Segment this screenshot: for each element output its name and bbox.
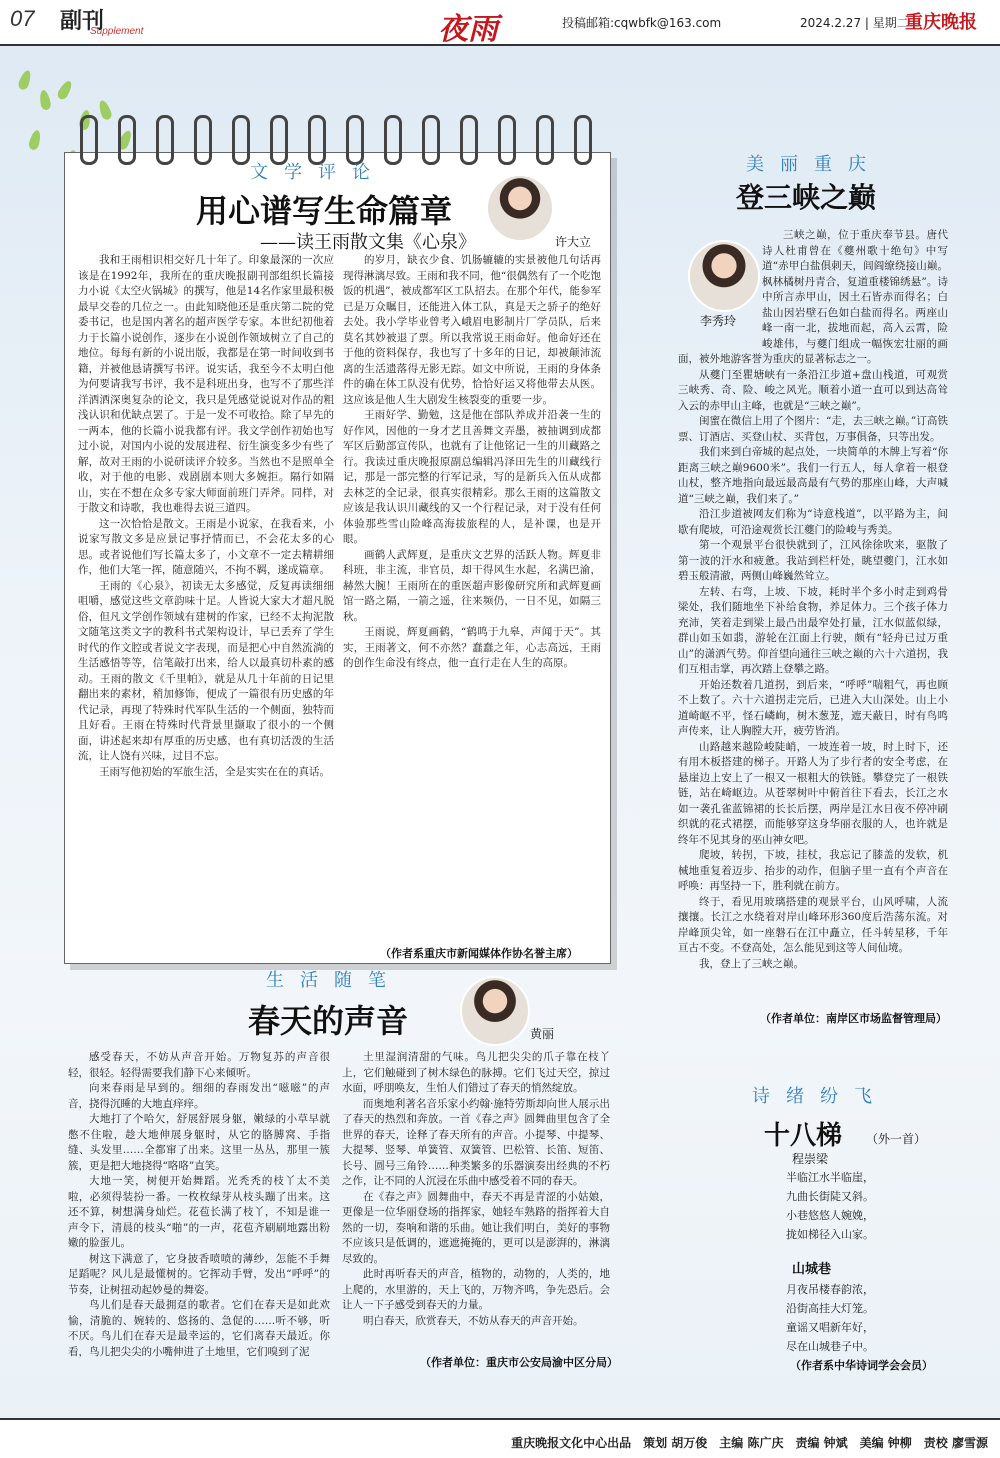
poem2-title: 山城巷 [792,1262,832,1277]
poem-line: 月夜吊楼春韵浓， [786,1283,874,1296]
poem2-body [720,1280,940,1356]
paragraph: 鸟儿们是春天最拥趸的歌者。它们在春天是如此欢愉，清脆的、婉转的、悠扬的、急促的……听不够，听不厌。鸟儿们在春天是最幸运的，它们离春天最近。你看，鸟儿把尖尖的小嘴伸进了土地里，它们嗅到了泥 [68,1299,330,1358]
paragraph: 我和王雨相识相交好几十年了。印象最深的一次应该是在1992年，我所在的重庆晚报副刊部组织长篇接力小说《太空火锅城》的撰写，他是14名作家里最积极最早交卷的几位之一。由此知晓他还是重庆第二院的党委书记，也是国内著名的超声医学专家。本世纪初他着力于长篇小说创作，逐步在小说创作领域树立了自己的地位。每每有新的小说出版，我都是在第一时间收到书籍，并被他恳请撰写书评。说实话，我至今不太明白他为何要请我写书评，我不是科班出身，也写不了那些洋洋洒洒深奥复杂的论文，我只是凭感觉说说对作品的粗浅认识和优缺点罢了。于是一发不可收拾。除了早先的一两本，他的长篇小说我都有评。我文学创作初始也写过小说，对国内小说的发展进程、衍生演变多少有些了解，故对王雨的小说研读评介较多。当然也不是照单全收，对于他的电影、戏剧剧本则大多婉拒。隔行如隔山，实在不想在众多专家大师面前班门弄斧。同样，对于散文和诗歌，我也难得去说三道四。 [78,254,334,514]
author-name: 黄丽 [530,1027,555,1041]
photo-wrap-space [678,228,762,338]
paragraph: 而奥地利著名音乐家小约翰·施特劳斯却向世人展示出了春天的热烈和奔放。一首《春之声》圆舞曲里包含了全世界的春天，诠释了春天所有的声音。小提琴、中提琴、大提琴、竖琴、单簧管、双簧管、巴松管、长笛、短笛、长号、圆号三角铃……种类繁多的乐器演奏出经典的不朽之作，让不同的人沉浸在乐曲中感受着不同的春天。 [342,1097,610,1187]
paragraph: 第一个观景平台很快就到了，江风徐徐吹来，驱散了第一波的汗水和疲惫。我站到栏杆处，眺望夔门，江水如碧玉般清澈，两侧山峰巍然耸立。 [678,539,948,582]
newspaper-brand: 重庆晚报 [905,12,977,33]
author-note: （作者单位：南岸区市场监督管理局） [760,1012,947,1025]
poem-line: 尽在山城巷子中。 [786,1340,874,1353]
article-body-col1 [78,253,334,943]
paragraph: 向来春雨是早到的。细细的春雨发出“嗞嗞”的声音，挠得沉睡的大地直痒痒。 [68,1082,330,1110]
paragraph: 的岁月，缺衣少食、饥肠辘辘的实景被他几句话再现得淋漓尽致。王雨和我不同，他“很偶然有了一个吃饱饭的机遇”，被成都军区工队招去。在那个年代，能参军已是万众瞩目，还能进入体工队，真是天之骄子的绝好去处。我小学毕业曾考入峨眉电影制片厂学员队，后来莫名其妙被退了票。所以我常说王雨命好。他命好还在于他的资料保存，我也写了十多年的日记，却被颠沛流离的生活遗落得无影无踪。如文中所说，王雨的身体条件的确在体工队没有优势，恰恰好运又将他带去从医。这应该是他人生大剧发生核裂变的重要一步。 [343,254,601,406]
footer-rule [0,1418,1000,1420]
paragraph: 大地一笑，树便开始舞蹈。光秃秃的枝丫太不美啦，必须得装扮一番。一枚枚绿芽从枝头蹦了出来。这还不算，树想满身灿烂。花苞长满了枝丫，不知是谁一声令下，清晨的枝头“啪”的一声，花苞齐刷刷地露出粉嫩的脸蛋儿。 [68,1175,330,1249]
article-body-col2 [343,253,601,913]
page-footer [0,1428,1000,1458]
paragraph: 王雨说，辉夏画鹤，“鹤鸣于九皋，声闻于天”。其实，王雨著文，何不亦然？蠢蠢之年，心志高远，王雨的创作生命没有终点，他一直行走在人生的高原。 [343,626,601,669]
poem-line: 九曲长街陡又斜。 [786,1190,874,1203]
poem-title-suffix: （外一首） [866,1132,927,1146]
paragraph: 在《春之声》圆舞曲中，春天不再是青涩的小姑娘，更像是一位华丽登场的指挥家，她轻车熟路的指挥着大自然的一切，奏响和谐的乐曲。她让我们明白，美好的事物不应该只是低调的，遮遮掩掩的，更可以是澎湃的，淋漓尽致的。 [342,1190,610,1265]
paragraph: 感受春天，不妨从声音开始。万物复苏的声音很轻，很轻。轻得需要我们静下心来倾听。 [68,1051,330,1079]
article-title: 登三峡之巅 [736,181,877,214]
paragraph: 左转、右弯，上坡、下坡，耗时半个多小时走到鸡骨梁处，我们随地坐下补给食物，养足体力。三个孩子体力充沛，笑着走到梁上最凸出最窄处打量，江水似蓝似绿，群山如玉如翡，游轮在江面上行驶，颇有“轻舟已过万重山”的潇洒气势。仰首望向通往三峡之巅的六十六道拐，我们互相击掌，再次踏上登攀之路。 [678,585,948,675]
poem-line: 童谣又唱新年好， [786,1321,874,1334]
paragraph: 爬坡，转拐，下坡，挂杖，我忘记了膝盖的发软，机械地重复着迈步、抬步的动作，但脑子里一直有个声音在呼唤：再坚持一下，胜利就在前方。 [678,849,948,892]
author-note: （作者系中华诗词学会会员） [790,1359,933,1372]
paragraph: 从夔门至瞿塘峡有一条沿江步道+盘山栈道，可观赏三峡秀、奇、险、峻之风光。顺着小道一直可以到达高耸入云的赤甲山主峰，也就是“三峡之巅”。 [678,368,948,412]
author-name: 许大立 [555,235,592,249]
article-category: 生活随笔 [266,970,402,991]
author-name: 李秀玲 [700,314,737,328]
issue-date: 2024.2.27 | 星期二 [800,16,909,30]
section-english: Supplement [90,26,144,37]
paragraph: 沿江步道被网友们称为“诗意栈道”，以平路为主，间歇有爬坡，可沿途观赏长江夔门的险峻与秀美。 [678,508,948,536]
page-number: 07 [10,6,35,31]
paragraph: 明白春天，欣赏春天，不妨从春天的声音开始。 [363,1314,584,1327]
paragraph: 我们来到白帝城的起点处，一块简单的木牌上写着“你距离三峡之巅9600米”。我们一行五人，每人拿着一根登山杖，整齐地指向最远最高最有气势的那座山峰，大声喊道“三峡之巅，我们来了。” [678,446,948,505]
author-note: （作者单位：重庆市公安局渝中区分局） [420,1356,618,1369]
poem-line: 小巷悠悠人婉娩， [786,1209,874,1222]
submission-email: 投稿邮箱:cqwbfk@163.com [562,16,722,30]
paragraph: 王雨写他初始的军旅生活，全是实实在在的真话。 [99,765,330,778]
credits: 重庆晚报文化中心出品 策划 胡万俊 主编 陈广庆 责编 钟斌 美编 钟柳 责校 廖雪源 [511,1436,988,1450]
paragraph: 大地打了个哈欠，舒展舒展身躯，嫩绿的小草早就憋不住啦，趁大地伸展身躯时，从它的胳膊窝、手指缝、头发里……全都窜了出来。这里一丛丛，那里一簇簇，更是把大地挠得“咯咯”直笑。 [68,1113,330,1172]
article-category: 美丽重庆 [746,154,882,175]
poem-body [720,1168,940,1244]
paragraph: 终于，看见用玻璃搭建的观景平台，山风呼啸，人流攘攘。长江之水绕着对岸山峰环形360度后浩荡东流。对岸峰顶尖耸，如一座磐石在江中矗立，任斗转星移，千年亘古不变。不登高处，怎么能见到这等人间仙境。 [678,895,948,954]
article-category: 诗绪纷飞 [752,1086,888,1107]
article-category: 文学评论 [250,162,386,183]
page-header [0,0,1000,46]
paragraph: 王雨好学、勤勉，这是他在部队养成并沿袭一生的好作风，因他的一身才艺且善舞文弄墨，被抽调到成都军区后勤部宣传队，也就有了让他铭记一生的川藏路之行。我读过重庆晚报原副总编辑冯泽田先生的川藏线行记，那是一部完整的行军记录，写的是新兵入伍从成都去林芝的全记录，很真实很精彩。那么王雨的这篇散文应该是我认识川藏线的又一个行程记录，对于没有任何体验那些雪山险峰高海拔旅程的人，是补课，也是开眼。 [343,409,601,545]
paragraph: 土里湿润清甜的气味。鸟儿把尖尖的爪子靠在枝丫上，它们触碰到了树木绿色的脉搏。它们飞过天空，掠过水面，呼朋唤友，生怕人们错过了春天的悄然绽放。 [342,1051,610,1094]
paragraph: 山路越来越险峻陡峭，一坡连着一坡，时上时下，还有用木板搭建的梯子。开路人为了步行者的安全考虑，在悬崖边上安上了一根又一根粗大的铁链。攀登完了一根铁链，站在崎岖边。从苍翠树叶中俯首往下看去，长江之水如一袭孔雀蓝锦裙的长长后摆，两岸是江水日夜不停冲刷织就的花式裙摆，而能够穿这身华丽衣服的人，也许就是终年不见其身的巫山神女吧。 [678,740,948,846]
article-title: 春天的声音 [248,1002,409,1040]
author-photo [486,174,554,242]
paragraph: 王雨的《心泉》，初读无太多感觉，反复再读细细咀嚼，感觉这些文章韵味十足。人皆说大家大才超凡脱俗，但凡文学创作领域有建树的作家，已经不太拘泥散文随笔这类文字的教科书式架构设计，早已丢弃了学生时代的作文腔或者说文字表现，而是把心中自然流淌的生活感悟等等，信笔敲打出来，给人以最真切朴素的感动。王雨的散文《千里帕》，就是从几十年前的日记里翻出来的素材，稍加修饰，便成了一篇很有历史感的年代记录，再现了特殊时代军队生活的一个侧面，独特而且好看。王雨在特殊时代背景里撷取了很小的一个侧面，讲述起来却有厚重的历史感，也有真切活泼的生活流，让人饶有兴味，过目不忘。 [78,579,334,762]
author-photo [460,976,530,1046]
poem-title: 十八梯 [764,1121,843,1151]
article-body [678,228,948,1008]
paragraph: 三峡之巅，位于重庆奉节县。唐代诗人杜甫曾在《夔州歌十绝句》中写道“赤甲白盐俱刺天，闾阎缭绕接山巅。枫林橘树丹青合，复道重楼锦绣悬”。诗中所言赤甲山，因土石皆赤而得名；白盐山因岩壁石色如白盐而得名。两座山峰一南一北，拔地而起，高入云霄，险峻雄伟，与夔门组成一幅恢宏壮丽的画面，被外地游客誉为重庆的显著标志之一。 [678,229,948,365]
column-logo: 夜雨 [438,12,498,47]
article-title: 用心谱写生命篇章 [196,192,453,230]
poem-line: 拢如梯径入山家。 [786,1228,874,1241]
poem-line: 半临江水半临崖， [786,1171,874,1184]
article-subtitle: ——读王雨散文集《心泉》 [260,232,476,253]
poet-name: 程崇梁 [792,1152,829,1166]
paragraph: 我，登上了三峡之巅。 [699,957,804,970]
paragraph: 画鹤人武辉夏，是重庆文艺界的活跃人物。辉夏非科班，非主流，非官员，却干得风生水起，名满巴渝，赫然大腕！王雨所在的重医超声影像研究所和武辉夏画馆一路之隔，一箭之遥，往来频仍，一日不见，如隔三秋。 [343,548,601,623]
paragraph: 开始还数着几道拐，到后来，“呼呼”喘粗气，再也顾不上数了。六十六道拐走完后，已进入大山深处。山上小道崎岖不平，怪石嶙峋，树木葱茏，遮天蔽日，时有鸟鸣声传来，让人胸膛大开，疲劳皆消。 [678,678,948,737]
poem-line: 沿街高挂大灯笼。 [786,1302,874,1315]
paragraph: 闺蜜在微信上用了个图片：“走，去三峡之巅。”订高铁票、订酒店、买登山杖、买背包，万事俱备，只等出发。 [678,415,948,443]
section-name: 副刊 [60,9,105,34]
paragraph: 这一次恰恰是散文。王雨是小说家，在我看来，小说家写散文多是应景记事抒情而已，不会花太多的心思。或者说他们写长篇太多了，小文章不一定去精耕细作，他们大笔一挥，随意随兴，不拘不羁，遂成篇章。 [78,517,334,576]
paragraph: 树这下满意了，它身披香喷喷的薄纱，怎能不手舞足蹈呢？风儿是最懂树的。它挥动手臂，发出“呼呼”的节奏，让树扭动起妙曼的舞姿。 [68,1252,330,1296]
author-note: （作者系重庆市新闻媒体作协名誉主席） [380,947,578,960]
paragraph: 此时再听春天的声音，植物的，动物的，人类的，地上爬的，水里游的，天上飞的，万物齐鸣，争先恐后。会让人一下子感受到春天的力量。 [342,1268,610,1311]
article-body-col2 [342,1050,610,1350]
article-body-col1 [68,1050,330,1370]
